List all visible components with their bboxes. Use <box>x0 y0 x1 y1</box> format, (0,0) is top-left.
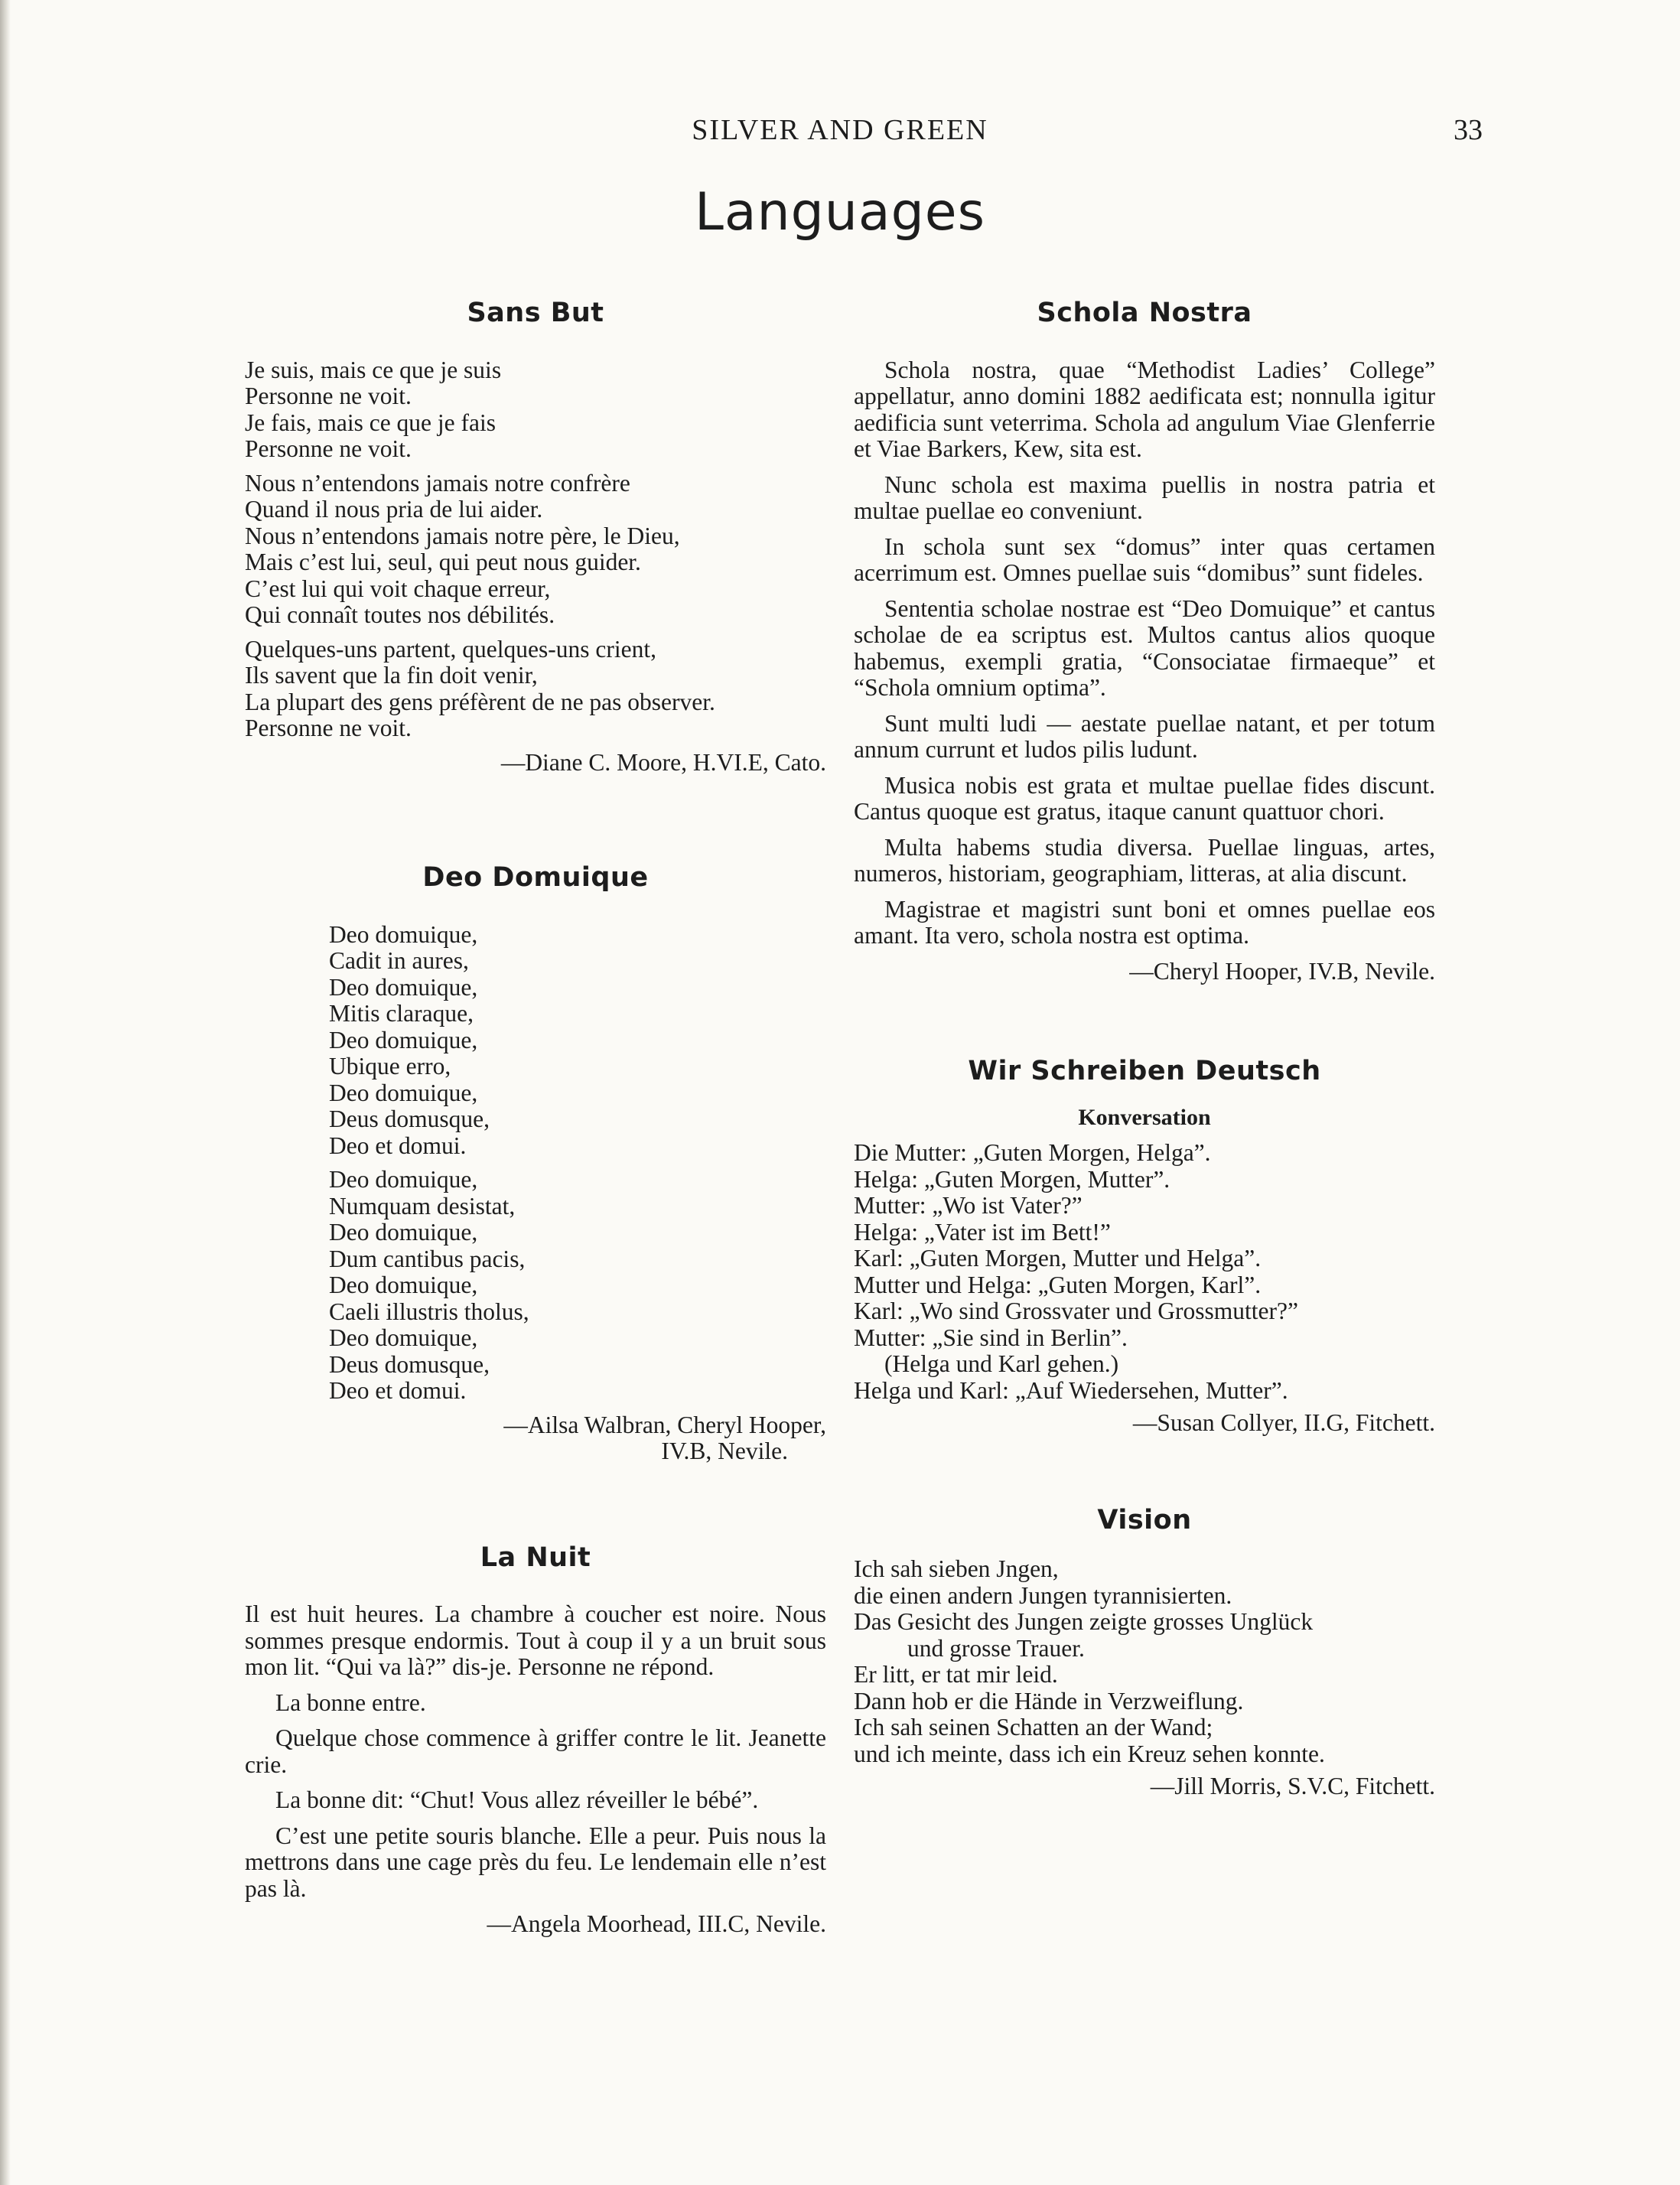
poem-sans-but <box>245 357 826 742</box>
poem-deo-domuique <box>245 922 826 1405</box>
poem-line: Ich sah seinen Schatten an der Wand; <box>854 1714 1213 1741</box>
poem-line: Quelques-uns partent, quelques-uns crient, <box>245 635 656 663</box>
paragraph: Il est huit heures. La chambre à coucher est noire. Nous sommes presque endormis. Tout à coup il y a un bruit sous mon lit. “Qui va là?” dis-je. Personne ne répond. <box>245 1600 826 1680</box>
poem-line: Mitis claraque, <box>329 1000 474 1027</box>
poem-line: Deo domuique, <box>329 1026 478 1053</box>
poem-line: Dum cantibus pacis, <box>329 1245 526 1272</box>
paragraph: Nunc schola est maxima puellis in nostra patria et multae puellae eo conveniunt. <box>854 471 1435 524</box>
heading-deo-domuique: Deo Domuique <box>422 862 649 893</box>
dialogue <box>854 1140 1435 1404</box>
poem-line: Das Gesicht des Jungen zeigte grosses Unglück <box>854 1608 1314 1635</box>
poem-line: Je fais, mais ce que je fais <box>245 409 496 436</box>
stage-direction: (Helga und Karl gehen.) <box>884 1350 1119 1377</box>
dialogue-line: Helga und Karl: „Auf Wiedersehen, Mutter”. <box>854 1376 1288 1404</box>
attribution: —Cheryl Hooper, IV.B, Nevile. <box>1129 957 1435 985</box>
stanza <box>245 637 826 742</box>
paragraph: La bonne entre. <box>275 1688 426 1716</box>
paragraph: Schola nostra, quae “Methodist Ladies’ College” appellatur, anno domini 1882 aedificata est; nonnulla igitur aedificia sunt veterrima. Schola ad angulum Viae Glenferrie et Viae Barkers, Kew, sita est. <box>854 356 1435 462</box>
paragraph: Magistrae et magistri sunt boni et omnes puellae eos amant. Ita vero, schola nostra est optima. <box>854 895 1435 949</box>
paragraph: La bonne dit: “Chut! Vous allez réveiller le bébé”. <box>275 1786 759 1813</box>
poem-line: Deus domusque, <box>329 1106 490 1132</box>
dialogue-line: Helga: „Vater ist im Bett!” <box>854 1218 1111 1246</box>
attribution: —Diane C. Moore, H.VI.E, Cato. <box>500 748 826 776</box>
article-sans-but <box>245 300 826 776</box>
poem-line: Cadit in aures, <box>329 947 469 974</box>
paragraph: Sunt multi ludi — aestate puellae natant, et per totum annum currunt et ludos pilis ludunt. <box>854 709 1435 763</box>
poem-line: Deo domuique, <box>329 1272 478 1298</box>
poem-line: und ich meinte, dass ich ein Kreuz sehen konnte. <box>854 1740 1325 1767</box>
poem-line: Personne ne voit. <box>245 383 412 409</box>
poem-line: Deo domuique, <box>329 973 478 1001</box>
stanza <box>245 471 826 629</box>
dialogue-line: Mutter und Helga: „Guten Morgen, Karl”. <box>854 1271 1262 1298</box>
running-head: SILVER AND GREEN <box>692 114 988 146</box>
poem-line: Deo domuique, <box>329 1219 478 1246</box>
poem-line: Mais c’est lui, seul, qui peut nous guider. <box>245 549 641 575</box>
poem-line: Ubique erro, <box>329 1053 451 1079</box>
dialogue-line: Die Mutter: „Guten Morgen, Helga”. <box>854 1139 1211 1166</box>
paragraph: Multa habems studia diversa. Puellae linguas, artes, numeros, historiam, geographiam, litteras, at alia discunt. <box>854 833 1435 887</box>
dialogue-line: Mutter: „Sie sind in Berlin”. <box>854 1324 1128 1351</box>
left-column <box>245 300 826 1938</box>
stanza <box>329 1167 826 1405</box>
poem-line: Deo et domui. <box>329 1132 467 1159</box>
poem-line: Deo et domui. <box>329 1377 467 1404</box>
poem-line: Personne ne voit. <box>245 715 412 741</box>
paragraph: In schola sunt sex “domus” inter quas certamen acerrimum est. Omnes puellae suis “domibus” sunt fideles. <box>854 532 1435 586</box>
paragraph: Quelque chose commence à griffer contre le lit. Jeanette crie. <box>245 1724 826 1778</box>
paragraph: Sententia scholae nostrae est “Deo Domuique” et cantus scholae de ea scriptus est. Multos cantus alios quoque habemus, exempli gratia, “Consociatae firmaeque” et “Schola omnium optima”. <box>854 594 1435 701</box>
poem-line: Quand il nous pria de lui aider. <box>245 496 543 523</box>
heading-vision: Vision <box>1097 1504 1192 1535</box>
poem-line: Deo domuique, <box>329 1324 478 1351</box>
article-vision <box>854 1504 1435 1800</box>
dialogue-line: Mutter: „Wo ist Vater?” <box>854 1192 1083 1219</box>
poem-line: Deo domuique, <box>329 1079 478 1106</box>
attribution: IV.B, Nevile. <box>661 1438 788 1464</box>
poem-line: C’est lui qui voit chaque erreur, <box>245 575 551 602</box>
poem-line: Nous n’entendons jamais notre confrère <box>245 469 630 497</box>
paragraph: Musica nobis est grata et multae puellae fides discunt. Cantus quoque est gratus, itaque canunt quattuor chori. <box>854 771 1435 825</box>
article-la-nuit <box>245 1542 826 1938</box>
poem-line: Numquam desistat, <box>329 1192 516 1219</box>
heading-schola-nostra: Schola Nostra <box>1037 298 1252 328</box>
poem-line: Ich sah sieben Jngen, <box>854 1555 1059 1582</box>
subheading-konversation: Konversation <box>1078 1104 1211 1130</box>
heading-sans-but: Sans But <box>467 298 604 328</box>
attribution: —Ailsa Walbran, Cheryl Hooper, <box>503 1411 826 1438</box>
page-title: Languages <box>694 182 985 243</box>
article-schola-nostra <box>854 300 1435 985</box>
poem-line: Dann hob er die Hände in Verzweiflung. <box>854 1687 1244 1714</box>
dialogue-line: Karl: „Guten Morgen, Mutter und Helga”. <box>854 1245 1262 1272</box>
attribution: —Angela Moorhead, III.C, Nevile. <box>487 1910 826 1937</box>
poem-vision <box>854 1556 1435 1767</box>
poem-line: Personne ne voit. <box>245 435 412 462</box>
dialogue-line: Karl: „Wo sind Grossvater und Grossmutter?” <box>854 1298 1298 1324</box>
poem-line: Caeli illustris tholus, <box>329 1298 529 1325</box>
attribution: —Jill Morris, S.V.C, Fitchett. <box>1150 1773 1435 1799</box>
heading-wir-schreiben-deutsch: Wir Schreiben Deutsch <box>968 1056 1321 1086</box>
attribution: —Susan Collyer, II.G, Fitchett. <box>1132 1409 1435 1436</box>
dialogue-line: Helga: „Guten Morgen, Mutter”. <box>854 1165 1170 1193</box>
poem-line: La plupart des gens préfèrent de ne pas observer. <box>245 688 715 715</box>
stanza <box>245 357 826 463</box>
poem-line: Deo domuique, <box>329 920 478 948</box>
poem-line: Qui connaît toutes nos débilités. <box>245 601 555 628</box>
page-number: 33 <box>1454 114 1483 146</box>
poem-line: und grosse Trauer. <box>907 1634 1085 1662</box>
poem-line: Er litt, er tat mir leid. <box>854 1661 1058 1688</box>
poem-line: Deo domuique, <box>329 1166 478 1193</box>
poem-line: Je suis, mais ce que je suis <box>245 356 502 383</box>
heading-la-nuit: La Nuit <box>480 1542 591 1573</box>
page-binding-edge <box>0 0 11 2185</box>
poem-line: Ils savent que la fin doit venir, <box>245 662 538 689</box>
poem-line: die einen andern Jungen tyrannisierten. <box>854 1581 1232 1609</box>
stanza <box>329 922 826 1160</box>
poem-line: Nous n’entendons jamais notre père, le Dieu, <box>245 522 680 549</box>
paragraph: C’est une petite souris blanche. Elle a peur. Puis nous la mettrons dans une cage près du feu. Le lendemain elle n’est pas là. <box>245 1822 826 1902</box>
article-deo-domuique <box>245 862 826 1465</box>
right-column <box>854 300 1435 1800</box>
article-wir-schreiben-deutsch <box>854 1058 1435 1437</box>
poem-line: Deus domusque, <box>329 1350 490 1378</box>
